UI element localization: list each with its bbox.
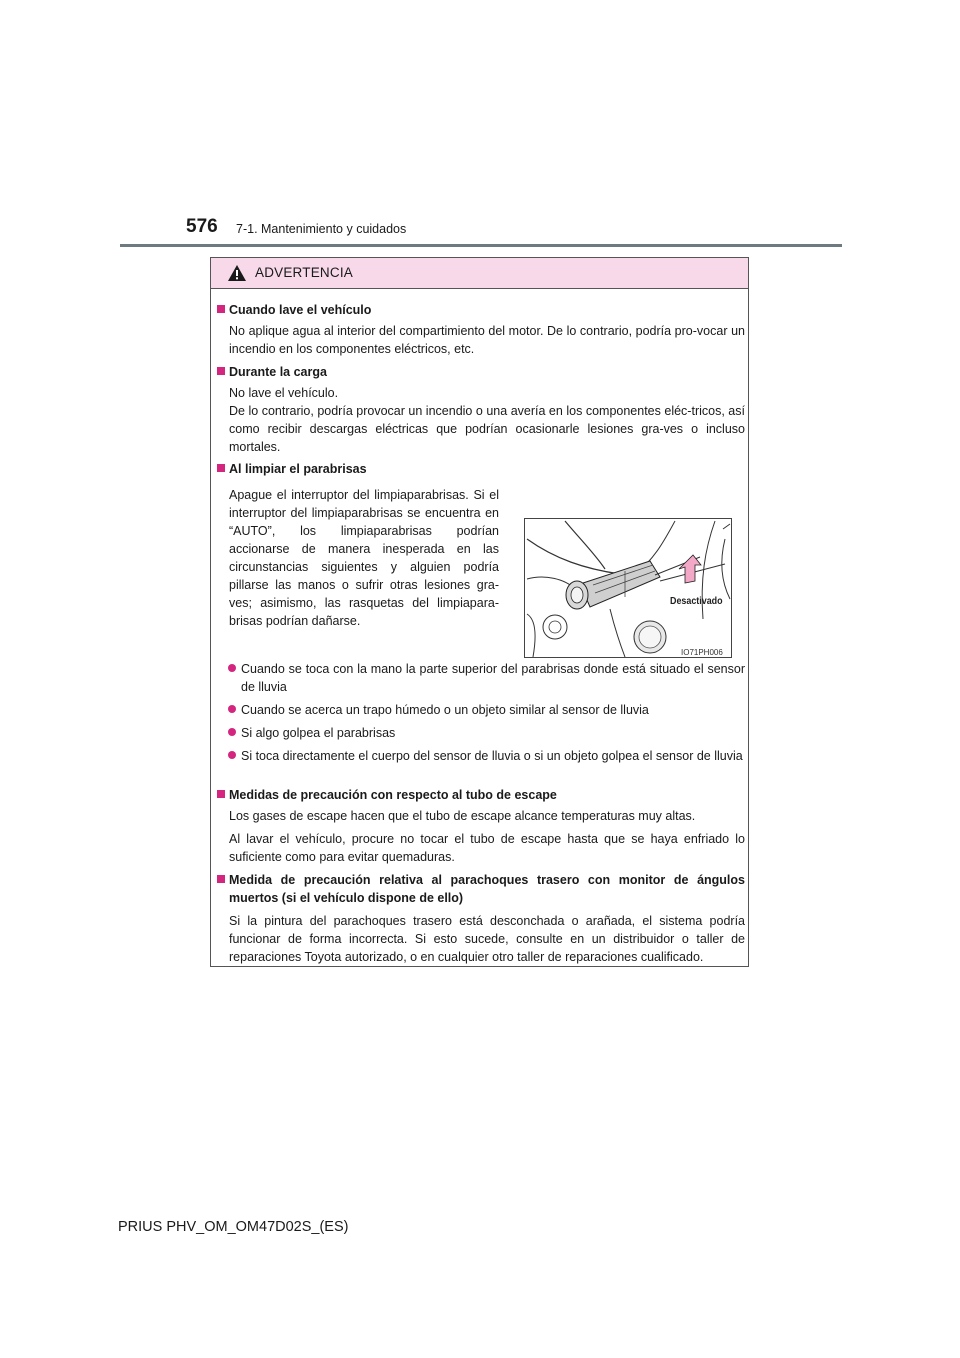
square-bullet-icon <box>217 367 225 375</box>
section-exhaust <box>217 786 745 866</box>
round-bullet-icon <box>228 728 236 736</box>
paragraph: Al lavar el vehículo, procure no tocar el tubo de escape hasta que se haya enfriado lo suficiente como para evitar quemaduras. <box>229 832 745 864</box>
section-washing <box>217 301 745 358</box>
section-heading: Medidas de precaución con respecto al tubo de escape <box>217 786 745 804</box>
paragraph: De lo contrario, podría provocar un incendio o una avería en los componentes eléc-tricos, así como recibir descargas eléctricas que podrían ocasionarle lesiones gra-ves o incluso mortales. <box>229 404 745 454</box>
section-bumper <box>217 871 745 966</box>
section-heading: Al limpiar el parabrisas <box>217 460 745 478</box>
paragraph: Si la pintura del parachoques trasero está desconchada o arañada, el sistema podría funcionar de forma incorrecta. Si esto sucede, consulte en un distribuidor o taller de reparaciones Toyota autorizado, o en cualquier otro taller de reparaciones cualificado. <box>229 914 745 964</box>
windshield-bullets <box>217 660 745 765</box>
paragraph: Apague el interruptor del limpiaparabrisas. Si el interruptor del limpiaparabrisas se encuentra en “AUTO”, los limpiaparabrisas podrían accionarse de manera inesperada en las circunstancias siguientes y alguien podría pillarse las manos o sufrir otras lesiones gra-ves; asimismo, las rasquetas del limpiapara-brisas podrían dañarse. <box>229 488 499 628</box>
figure-label: Desactivado <box>670 595 723 607</box>
round-bullet-icon <box>228 664 236 672</box>
square-bullet-icon <box>217 464 225 472</box>
warning-icon <box>227 264 247 282</box>
section-heading: Medida de precaución relativa al parachoques trasero con monitor de ángulos muertos (si el vehículo dispone de ello) <box>217 871 745 907</box>
windshield-text <box>217 486 499 630</box>
section-title: 7-1. Mantenimiento y cuidados <box>236 222 407 236</box>
list-item: Si algo golpea el parabrisas <box>217 724 745 742</box>
section-heading: Cuando lave el vehículo <box>217 301 745 319</box>
list-item: Si toca directamente el cuerpo del sensor de lluvia o si un objeto golpea el sensor de lluvia <box>217 747 745 765</box>
round-bullet-icon <box>228 705 236 713</box>
square-bullet-icon <box>217 875 225 883</box>
square-bullet-icon <box>217 305 225 313</box>
section-charging <box>217 363 745 456</box>
warning-box <box>210 257 749 967</box>
paragraph: Los gases de escape hacen que el tubo de escape alcance temperaturas muy altas. <box>229 809 696 823</box>
list-item: Cuando se acerca un trapo húmedo o un objeto similar al sensor de lluvia <box>217 701 745 719</box>
page-number: 576 <box>186 216 218 237</box>
figure-code: IO71PH006 <box>681 648 723 657</box>
wiper-lever-illustration <box>525 519 731 657</box>
section-windshield <box>217 460 745 478</box>
warning-header <box>211 258 748 289</box>
header-divider <box>120 244 842 247</box>
warning-title: ADVERTENCIA <box>255 265 353 280</box>
list-item: Cuando se toca con la mano la parte superior del parabrisas donde está situado el sensor de lluvia <box>217 660 745 696</box>
wiper-switch-figure <box>524 518 732 658</box>
paragraph: No aplique agua al interior del compartimiento del motor. De lo contrario, podría pro-vocar un incendio en los componentes eléctricos, etc. <box>229 324 745 356</box>
document-id: PRIUS PHV_OM_OM47D02S_(ES) <box>118 1219 349 1235</box>
square-bullet-icon <box>217 790 225 798</box>
round-bullet-icon <box>228 751 236 759</box>
paragraph: No lave el vehículo. <box>229 386 339 400</box>
section-heading: Durante la carga <box>217 363 745 381</box>
